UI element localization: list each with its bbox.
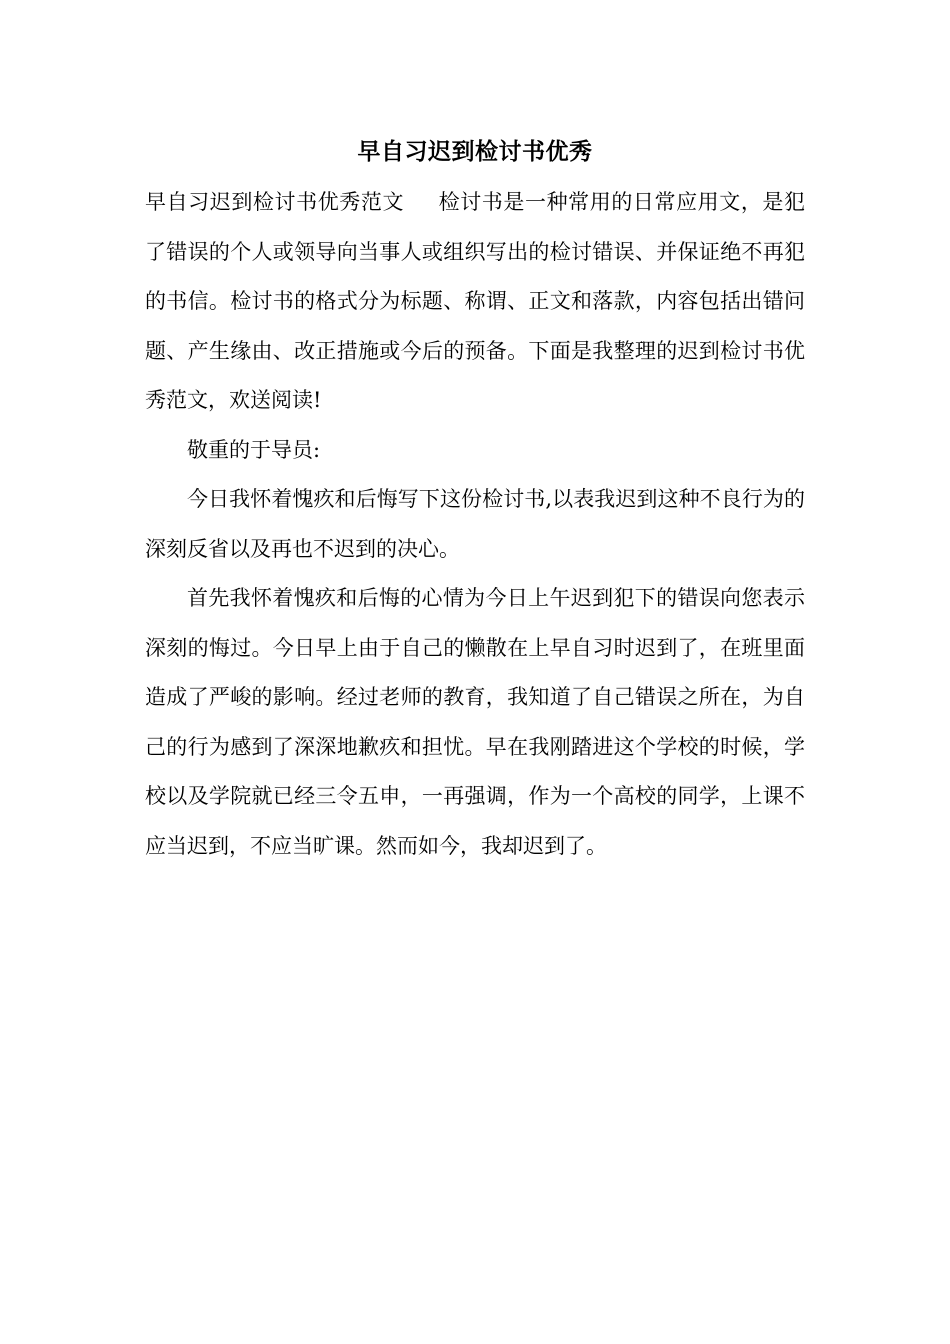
intro-paragraph (145, 178, 805, 426)
salutation: 敬重的于导员: (187, 437, 321, 462)
document-body (145, 178, 805, 871)
intro-text: 检讨书是一种常用的日常应用文，是犯了错误的个人或领导向当事人或组织写出的检讨错误、并保证绝不再犯的书信。检讨书的格式分为标题、称谓、正文和落款，内容包括出错问题、产生缘由、改正措施或今后的预备。下面是我整理的迟到检讨书优秀范文，欢送阅读! (145, 190, 806, 412)
body-paragraph-2: 首先我怀着愧疚和后悔的心情为今日上午迟到犯下的错误向您表示深刻的悔过。今日早上由于自己的懒散在上早自习时迟到了，在班里面造成了严峻的影响。经过老师的教育，我知道了自己错误之所在，为自己的行为感到了深深地歉疚和担忧。早在我刚踏进这个学校的时候，学校以及学院就已经三令五申，一再强调，作为一个高校的同学，上课不应当迟到，不应当旷课。然而如今，我却迟到了。 (145, 586, 805, 858)
document-title: 早自习迟到检讨书优秀 (357, 139, 593, 165)
intro-lead: 早自习迟到检讨书优秀范文 (145, 190, 405, 214)
body-paragraph-1: 今日我怀着愧疚和后悔写下这份检讨书,以表我迟到这种不良行为的深刻反省以及再也不迟到的决心。 (145, 487, 805, 561)
